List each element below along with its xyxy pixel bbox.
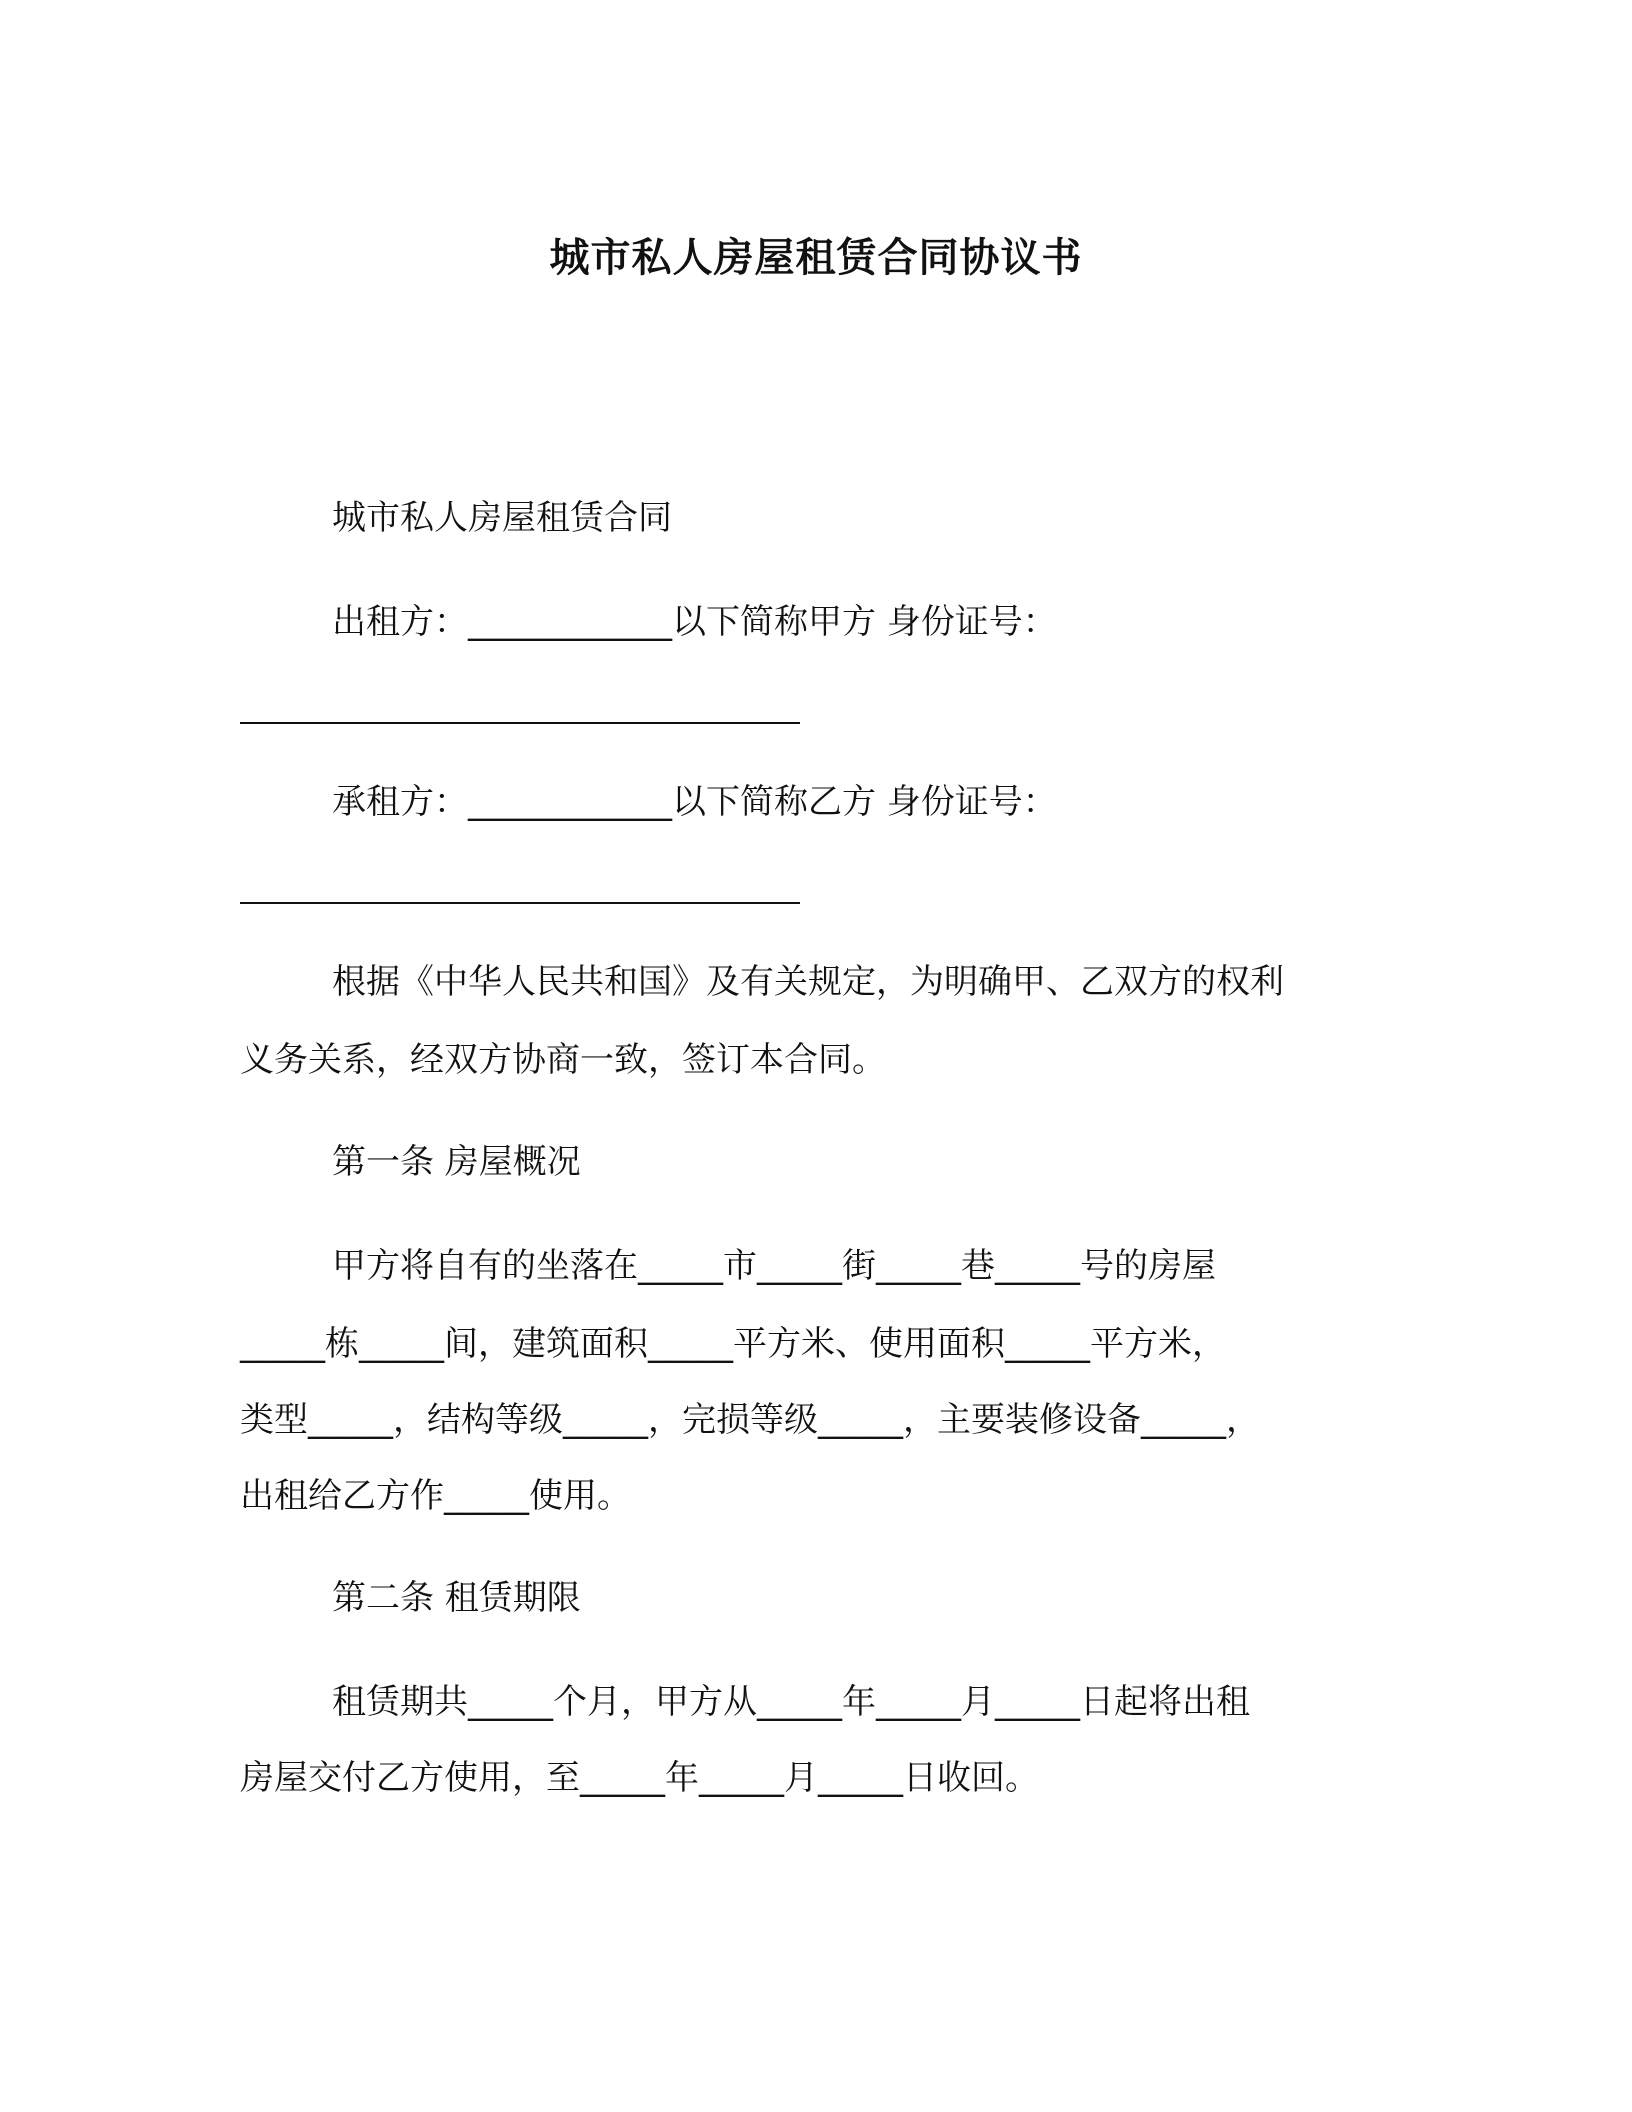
article1-line-4: 出租给乙方作_____使用。: [240, 1476, 631, 1516]
article1-heading: 第一条 房屋概况: [332, 1142, 581, 1182]
article2-line-1: 租赁期共_____个月，甲方从_____年_____月_____日起将出租: [332, 1682, 1250, 1722]
lessee-line: 承租方：____________以下简称乙方 身份证号：: [332, 782, 1057, 822]
article2-line-2: 房屋交付乙方使用，至_____年_____月_____日收回。: [240, 1758, 1039, 1798]
article1-line-1: 甲方将自有的坐落在_____市_____街_____巷_____号的房屋: [332, 1246, 1216, 1286]
document-title: 城市私人房屋租赁合同协议书: [549, 235, 1083, 281]
lessor-line: 出租方：____________以下简称甲方 身份证号：: [332, 602, 1057, 642]
contract-subtitle: 城市私人房屋租赁合同: [332, 498, 672, 538]
preamble-line-1: 根据《中华人民共和国》及有关规定，为明确甲、乙双方的权利: [332, 962, 1284, 1002]
article1-line-2: _____栋_____间，建筑面积_____平方米、使用面积_____平方米，: [240, 1324, 1226, 1364]
preamble-line-2: 义务关系，经双方协商一致，签订本合同。: [240, 1040, 886, 1080]
article2-heading: 第二条 租赁期限: [332, 1578, 581, 1618]
lessor-id-blank: [240, 722, 800, 724]
lessee-id-blank: [240, 902, 800, 904]
article1-line-3: 类型_____，结构等级_____，完损等级_____，主要装修设备_____，: [240, 1400, 1260, 1440]
